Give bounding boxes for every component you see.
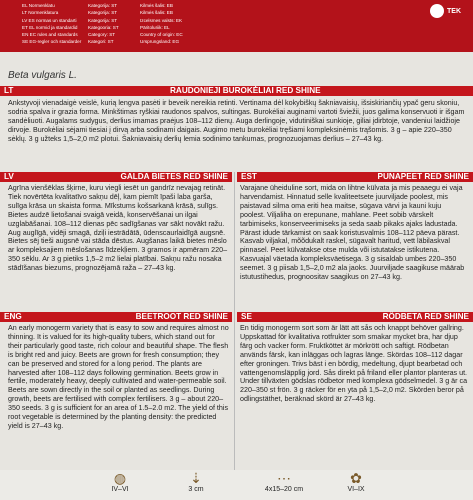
section-code: SE xyxy=(241,312,252,321)
latin-name: Beta vulgaris L. xyxy=(8,70,77,81)
cert-line: SE EG-regler och standarder xyxy=(22,39,82,45)
section-title: RÖDBETA RED SHINE xyxy=(382,312,469,321)
section-text-eng: An early monogerm variety that is easy to sow and requires almost no thinning. It is valued for its high-quality tubers, which stand out for their particularly good taste, rich colour and beautiful shape. The flesh is bright red and juicy. Beets are grown for fresh consumption; they can be preserved and stored for a long period. The plants are harvested after 108–112 days following germination. Beets grow in fertile, moderately heavy, deeply cultivated and water-permeable soil. Beets are sown directly in the soil or planted as seedlings. During growth, beets are fertilised with complex fertilisers. 3 g – about 220–350 seeds. 3 g is sufficient for an area of 1.5–2.0 m2. The yield of this root vegetable is determined by the planting density: the predicted yield is 27–43 kg. xyxy=(8,324,229,430)
icon-label: IV–VI xyxy=(111,486,129,493)
certification-band xyxy=(0,0,473,52)
section-code: LV xyxy=(4,172,14,181)
section-text-se: En tidig monogerm sort som är lätt att sås och knappt behöver gallring. Uppskattad för kvalitativa rotfrukter som smakar mycket bra, har djup färg och vacker form. Fruktköttet är mörkrött och saftigt. Rödbetan används färsk, kan inläggas och lagras länge. Skördas 108–112 dagar efter groningen. Trivs bäst i en bördig, medeltung, djupt bearbetad och vattengenomsläpplig jord. Sås direkt på friland eller plantor planteras ut. Under tillväxten gödslas rödbetor med komplexa gödselmedel. 3 g är ca 220–350 st frön. 3 g räcker för en yta på 1,5–2,0 m2. Skörden beror på odlingstäthet, beräknad skörd är 27–43 kg. xyxy=(240,324,468,404)
cert-line: Kilmės šalis: EB xyxy=(140,10,173,16)
section-title: BEETROOT RED SHINE xyxy=(135,312,228,321)
cert-col-3 xyxy=(140,2,183,46)
section-header-lt xyxy=(0,86,473,96)
brand-label: TEK xyxy=(447,7,461,15)
column-divider xyxy=(234,172,235,470)
cert-line: Kategori: ST xyxy=(88,39,114,45)
cert-line: Kategooria: ST xyxy=(88,24,119,30)
harvest-month-icon xyxy=(336,470,376,493)
cert-line: EL Normenklatu xyxy=(22,3,55,8)
section-code: ENG xyxy=(4,312,22,321)
cert-line: Päritoluriik: EL xyxy=(140,24,170,30)
cert-line: Category: ST xyxy=(88,32,116,38)
section-title: PUNAPEET RED SHINE xyxy=(377,172,469,181)
section-text-lt: Ankstyvoji vienadaigė veislė, kurią lengva pasėti ir beveik nereikia retinti. Vertinama dėl kokybiškų šakniavaisių, išsiskiriančių ypač geru skoniu, sodria spalva ir grazia forma. Minkštimas ryškiai raudonos spalvos, sultingas. Burokėliai auginami vartoti šviežii, juos galima konservuoti ir išgam sandėliuoti. Augalams sudygus, derlius imamas praėjus 108–112 dienų. Auga derlingoje, vidutiniškai sunkioje, giliai įdirbtoje, vandeniui laidžioje dirvoje. Burokėliai sėjami tiesiai į dirvą arba sodinami daigais. Augimo metu burokėliai tręšiami kompleksinėmis trąšomis. 3 g – apie 220–350 sėklų. 3 g užteks 1,5–2,0 m2 plotui. Šakniavaisių derlių lemia sodinimo tankumas, prognozuojamas derlius – 27–43 kg. xyxy=(8,99,465,143)
icon-glyph: ⋯ xyxy=(277,470,291,486)
sowing-depth-icon xyxy=(176,470,216,493)
icon-glyph: ✿ xyxy=(350,470,362,486)
icon-glyph: ⇣ xyxy=(190,470,202,486)
section-text-lv: Agrīna vienšēklas šķirne, kuru viegli iesēt un gandrīz nevajag retināt. Tiek novērtēta kvalitatīvo sakņu dēļ, kam piemīt īpaši laba garša, sulīga krāsa un skaista forma. Mīkstums košsarkanā krāsā, sulīgs. Bietes audzē lietošanai svaigā veidā, konservēšanai un ilgai uzglabāšanai. 108–112 dienas pēc sadīgšanas var sākt novākt ražu. Aug auglīgā, vidēji smagā, dziļi iestrādātā, ūdenscaurlaidīgā augsnē. Bietes sēj tieši augsnē vai stāda dēstus. Augšanas laikā bietes mēslo ar kompleksajiem mēslošanas līdzekļiem. 3 gramos ir apmēram 220–350 sēklu. Ar 3 g pietiks 1,5–2 m2 lielai platībai. Sakņu ražu nosaka stādīšanas biezums, prognozējamā raža – 27–43 kg. xyxy=(8,184,228,273)
icon-label: 3 cm xyxy=(188,486,204,493)
section-header-lv xyxy=(0,172,232,182)
icon-glyph: ◍ xyxy=(113,470,127,486)
cert-line: LV ES normas un standarti xyxy=(22,17,77,23)
growing-icons-bar xyxy=(0,470,473,500)
sowing-month-icon xyxy=(100,470,140,493)
cert-line: Izcelsmes valsts: EK xyxy=(140,17,183,23)
cert-line: ET EL normid ja standardid xyxy=(22,24,78,30)
cert-line: Ursprungsland: EG xyxy=(140,39,180,45)
cert-line: EN EC rules and standards xyxy=(22,32,78,38)
section-header-eng xyxy=(0,312,232,322)
section-title: RAUDONIEJI BUROKĖLIAI RED SHINE xyxy=(170,86,321,95)
section-title: GALDA BIETES RED SHINE xyxy=(120,172,228,181)
cert-line: Kilmės šalis: EB xyxy=(140,3,173,8)
brand-mark-icon xyxy=(430,4,444,18)
section-header-est xyxy=(237,172,473,182)
section-code: EST xyxy=(241,172,257,181)
section-code: LT xyxy=(4,86,14,95)
icon-label: 4x15–20 cm xyxy=(264,486,304,493)
section-header-se xyxy=(237,312,473,322)
cert-line: Kategorija: ST xyxy=(88,17,118,23)
cert-line: Kategorija: ST xyxy=(88,3,118,8)
brand-logo xyxy=(430,4,461,18)
plant-spacing-icon xyxy=(256,470,312,493)
section-text-est: Varajane üheiduline sort, mida on lihtne külvata ja mis peaaegu ei vaja harvendamist. Hinnatud selle kvaliteetsete juurviljade poolest, mis paistavad silma oma eriti hea maitse, sügava värvi ja kauni kuju poolest. Viljaliha on erepunane, mahlane. Peet sobib värskelt tarbimiseks, konserveerimiseks ja seda saab pikaks ajaks ladustada. Pärast idude tärkamist on saak koristusvalmis 108–112 päeva pärast. Kasvab viljakal, mõõdukalt raskel, sügavalt haritud, vett läbilaskval pinnasel. Peet külvatakse otse mulda või istutatakse istikutena. Kasvuajal väetada kompleksväetisega. 3 g sisaldab umbes 220–350 seemet. 3 g piisab 1,5–2,0 m2 ala jaoks. Juurviljade saagikuse määrab istutustihedus, prognoositav saagikus on 27–43 kg. xyxy=(240,184,465,282)
cert-line: Country of origin: EC xyxy=(140,32,183,38)
cert-col-1 xyxy=(22,2,81,46)
cert-col-2 xyxy=(88,2,119,46)
cert-line: LT Normenklatura xyxy=(22,10,59,16)
cert-line: Kategorija: ST xyxy=(88,10,118,16)
icon-label: VI–IX xyxy=(347,486,365,493)
